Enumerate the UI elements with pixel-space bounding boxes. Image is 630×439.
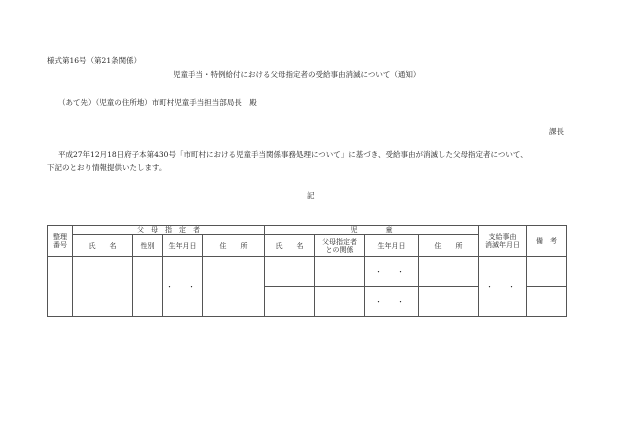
jidou-name-cell bbox=[265, 257, 315, 287]
jidou-relation-cell bbox=[315, 257, 365, 287]
bikou-header: 備 考 bbox=[527, 226, 567, 257]
fubo-address-header: 住 所 bbox=[203, 235, 265, 257]
shometsu-date-cell: ・ ・ bbox=[479, 257, 527, 317]
jidou-address-cell bbox=[419, 257, 479, 287]
seiri-bangou-cell bbox=[48, 257, 73, 317]
fubo-address-cell bbox=[203, 257, 265, 317]
bangou-label: 番号 bbox=[53, 241, 67, 250]
jidou-birthdate-cell: ・ ・ bbox=[365, 257, 419, 287]
jidou-birthdate-cell: ・ ・ bbox=[365, 287, 419, 317]
shikyu-jiyu-header bbox=[479, 226, 527, 257]
form-number-label: 様式第16号（第21条関係） bbox=[47, 56, 142, 65]
bikou-cell bbox=[527, 287, 567, 317]
shometsu-date-label: 消滅年月日 bbox=[485, 241, 520, 250]
fubo-name-cell bbox=[73, 257, 133, 317]
fubo-sex-cell bbox=[133, 257, 163, 317]
jidou-header: 児 童 bbox=[265, 226, 479, 235]
body-text-line-2: 下記のとおり情報提供いたします。 bbox=[47, 163, 167, 172]
fubo-name-header: 氏 名 bbox=[73, 235, 133, 257]
jidou-birthdate-header: 生年月日 bbox=[365, 235, 419, 257]
bikou-cell bbox=[527, 257, 567, 287]
sender-section-chief: 課長 bbox=[549, 127, 564, 136]
relation-label-1: 父母指定者 bbox=[322, 237, 357, 246]
relation-label-2: との関係 bbox=[325, 245, 354, 254]
report-table bbox=[47, 225, 567, 317]
document-title: 児童手当・特例給付における父母指定者の受給事由消滅について（通知） bbox=[173, 70, 421, 79]
jidou-name-header: 氏 名 bbox=[265, 235, 315, 257]
jidou-relation-header bbox=[315, 235, 365, 257]
fubo-birthdate-cell: ・ ・ bbox=[163, 257, 203, 317]
ki-heading: 記 bbox=[307, 191, 315, 200]
fubo-sex-header: 性別 bbox=[133, 235, 163, 257]
seiri-label: 整理 bbox=[53, 232, 67, 241]
jidou-address-cell bbox=[419, 287, 479, 317]
fubo-birthdate-header: 生年月日 bbox=[163, 235, 203, 257]
fubo-shiteisha-header: 父 母 指 定 者 bbox=[73, 226, 265, 235]
shikyu-jiyu-label: 支給事由 bbox=[488, 232, 517, 241]
jidou-address-header: 住 所 bbox=[419, 235, 479, 257]
addressee-line: （あて先）（児童の住所地）市町村児童手当担当部局長 殿 bbox=[58, 98, 257, 107]
body-text-line-1: 平成27年12月18日府子本第430号「市町村における児童手当関係事務処理について」に基づき、受給事由が消滅した父母指定者について、 bbox=[58, 150, 528, 159]
jidou-name-cell bbox=[265, 287, 315, 317]
jidou-relation-cell bbox=[315, 287, 365, 317]
seiri-bangou-header bbox=[48, 226, 73, 257]
